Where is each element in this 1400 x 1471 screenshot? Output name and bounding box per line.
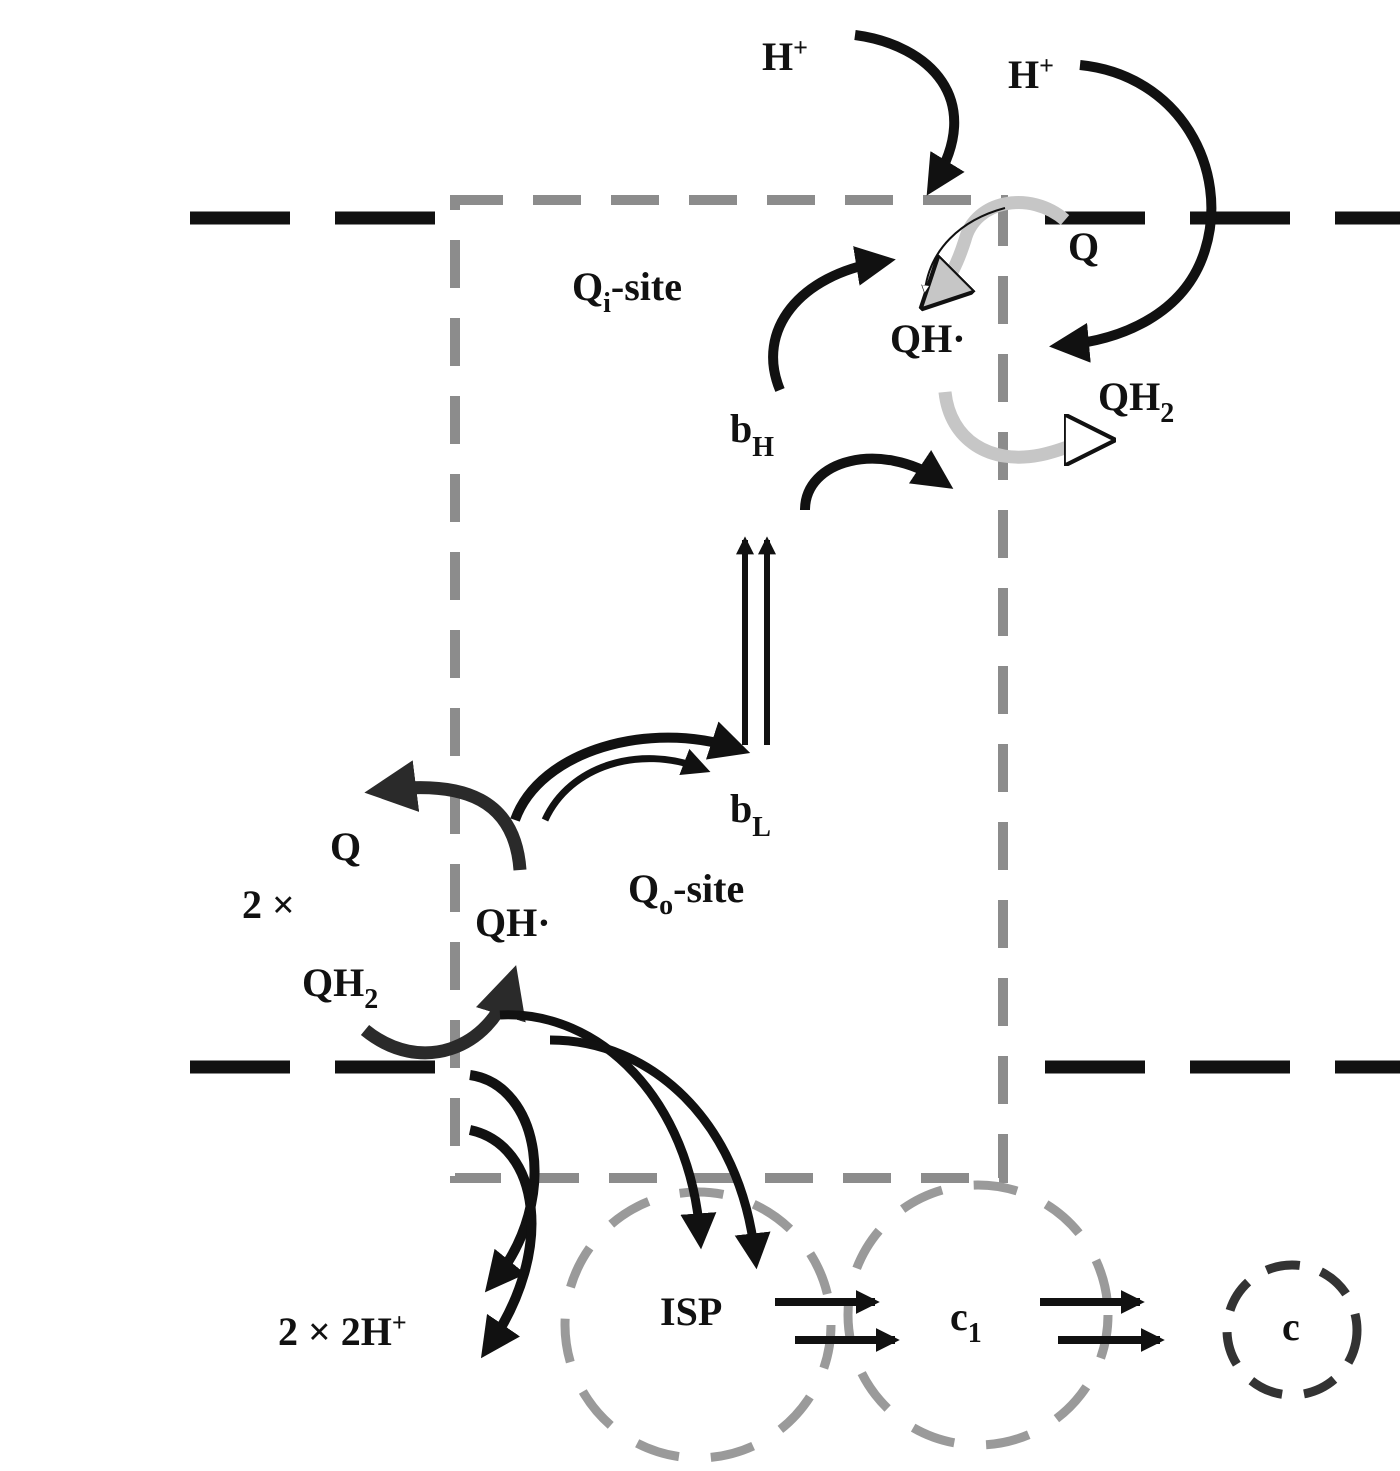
proton-uptake-arrow-left-icon bbox=[855, 35, 954, 182]
c1-circle bbox=[848, 1185, 1108, 1445]
c1-to-c-arrows-icon bbox=[1040, 1302, 1160, 1340]
isp-label: ISP bbox=[660, 1289, 723, 1334]
qi-semiquinone-to-quinol-arrow-icon bbox=[945, 392, 1095, 457]
c1-label: $c_1$ bbox=[950, 1294, 982, 1349]
proton-label-right: H+ bbox=[1008, 51, 1054, 97]
bl-to-bh-double-arrow-icon bbox=[745, 540, 767, 745]
proton-uptake-arrow-right-icon bbox=[1065, 65, 1211, 345]
qi-site-label: $Q_i$-site bbox=[572, 264, 682, 319]
heme-bh-label: $b_H$ bbox=[730, 406, 775, 463]
bh-to-qi-arrow-icon bbox=[773, 262, 880, 390]
heme-bl-label: $b_L$ bbox=[730, 786, 771, 843]
c-label: c bbox=[1282, 1304, 1300, 1349]
qo-quinol-label: $QH_2$ bbox=[302, 960, 379, 1015]
qo-site-label: $Q_o$-site bbox=[628, 866, 745, 921]
qi-quinol-label: $QH_2$ bbox=[1098, 374, 1175, 429]
qo-semiquinone-label: QH· bbox=[475, 900, 551, 945]
bh-to-qi-second-arrow-icon bbox=[805, 459, 940, 510]
qo-q-label: Q bbox=[330, 824, 362, 869]
qo-semiquinone-to-bl-second-arrow-icon bbox=[545, 759, 700, 820]
qo-multiplier-label: 2 × bbox=[242, 882, 295, 927]
qi-semiquinone-label: QH· bbox=[890, 316, 966, 361]
proton-label-left: H+ bbox=[762, 33, 808, 79]
qo-quinol-to-semiquinone-arrow-icon bbox=[365, 985, 510, 1053]
qo-to-isp-second-arrow-icon bbox=[550, 1040, 755, 1255]
proton-release-label: 2 × 2H+ bbox=[278, 1308, 407, 1354]
qi-q-label: Q bbox=[1068, 224, 1100, 269]
